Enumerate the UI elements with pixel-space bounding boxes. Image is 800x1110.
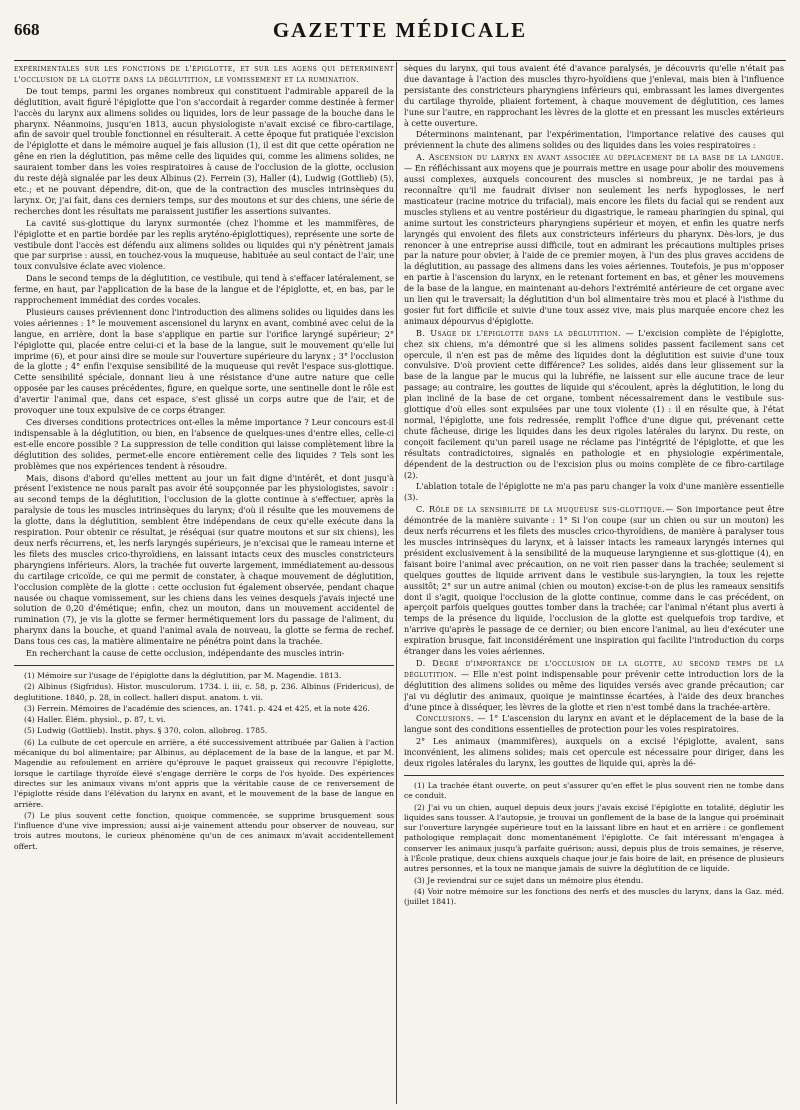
paragraph-section-b [404,328,784,481]
footnote: (6) La culbute de cet opercule en arrière, a été successivement attribuée par Galien à l'action mécanique du bol alimentaire; par Albinus, au déplacement de la base de la langue, et par M. Magendie au refoulement en arrière qu'éprouve le paquet graisseux qui recouvre l'épiglotte, lorsque le cartilage thyroïde élevé s'engage derrière le corps de l'os hyoïde. Des expériences directes sur les animaux vivans m'ont appris que la véritable cause de ce renversement de l'épiglotte réside dans l'élévation du larynx en avant, et le mouvement de la base de langue en arrière. [14,737,394,809]
article-title-continued: expérimentales sur les fonctions de l'épiglotte, et sur les agens qui déterminent l'occlusion de la glotte dans la déglutition, le vomissement et la rumination. [14,63,394,84]
conclusions-text: — 1° L'ascension du larynx en avant et le déplacement de la base de la langue sont des conditions essentielles de protection pour les voies respiratoires. [404,713,784,735]
paragraph: En recherchant la cause de cette occlusion, indépendante des muscles intrin- [26,648,345,659]
left-column [14,63,394,1103]
paragraph: Dans le second temps de la déglutition, ce vestibule, qui tend à s'effacer latéralement, se ferme, en haut, par l'application de la base de la langue et de l'épiglotte, et, en bas, par le rapprochement immédiat des cordes vocales. [14,273,394,306]
footnote: (4) Haller. Élém. physiol., p. 87, t. vi. [24,715,166,725]
paragraph: sèques du larynx, qui tous avaient été d'avance paralysés, je découvris qu'elle n'était pas due davantage à l'action des muscles thyro-hyoïdiens que j'enlevai, mais bien à l'influence persistante des constricteurs pharyngiens inférieurs qui, embrassant les lames divergentes du cartilage thyroïde, pliaient fortement, à chaque mouvement de déglutition, ces lames l'une sur l'autre, en rapprochant les lèvres de la glotte et en pressant les muscles extérieurs à cette ouverture. [404,63,784,128]
footnote-rule [14,665,394,666]
journal-title: GAZETTE MÉDICALE [272,18,528,42]
footnote-rule [404,775,784,776]
footnote: (5) Ludwig (Gottlieb). Instit. phys. § 370, colon. allobrog. 1785. [24,726,268,736]
footnote: (1) Mémoire sur l'usage de l'épiglotte dans la déglutition, par M. Magendie. 1813. [24,670,342,680]
section-text-a: — En réfléchissant aux moyens que je pourrais mettre en usage pour abolir des mouvemens aussi complexes, auxquels concourent des muscles si nombreux, je ne tardai pas à reconnaître qu'il me faudrait diviser non seulement les nerfs hypoglosses, le nerf masticateur (racine motrice du trifacial), mais encore les filets du facial qui se rendent aux muscles styliens et au ventre postérieur du digastrique, le rameau pharingien du spinal, qui anime surtout les constricteurs pharyngiens supérieur et moyen, et enfin les quatre nerfs laryngés qui envoient des filets aux constricteurs inférieurs du pharynx. Dès-lors, je dus renoncer à une entreprise aussi difficile, tout en admirant les précautions multiples prises par la nature pour obvier, à l'aide de ce premier moyen, à l'un des plus graves accidens de la déglutition, au passage des alimens dans les voies aériennes. Toutefois, je pus m'opposer en partie à l'ascension du larynx, en le retenant fortement en bas, et gêner les mouvemens de la base de la langue, en maintenant au-dehors l'extrémité antérieure de cet organe avec un lien qui le traversait; la déglutition d'un bol alimentaire très mou et placé à l'isthme du gosier fut fort difficile et suivie d'une toux assez vive, mais plus marquée encore chez les animaux dépourvus d'épiglotte. [404,163,784,326]
footnotes-right [404,781,784,908]
column-separator [396,62,397,1104]
section-heading-a: A. Ascension du larynx en avant associée au déplacement de la base de la langue. [416,152,784,163]
section-heading-b: B. Usage de l'épiglotte dans la déglutition. [416,327,621,338]
footnote: (1) La trachée étant ouverte, on peut s'assurer qu'en effet le plus souvent rien ne tombe dans ce conduit. [404,781,784,801]
paragraph-section-d [404,658,784,713]
page-header [14,18,786,44]
paragraph: De tout temps, parmi les organes nombreux qui constituent l'admirable appareil de la déglutition, avait figuré l'épiglotte que l'on s'accordait à regarder comme destinée à fermer l'accès du larynx aux alimens solides ou liquides, lors de leur passage de la bouche dans le pharynx. Néanmoins, jusqu'en 1813, aucun physiologiste n'avait excisé ce fibro-cartilage, afin de savoir quel trouble fonctionnel en résulterait. A cette époque fut pratiquée l'excision de l'épiglotte et dans le mémoire auquel je fais allusion (1), il est dit que cette opération ne gêne en rien la déglutition, pas même celle des liquides qui, comme les alimens solides, ne sauraient tomber dans les voies respiratoires à cause de l'occlusion de la glotte, occlusion du reste déjà signalée par les deux Albinus (2). Ferrein (3), Haller (4), Ludwig (Gottlieb) (5), etc.; et ne pouvant dépendre, dit-on, que de la contraction des muscles intrinsèques du larynx. Or, j'ai fait, dans ces derniers temps, sur des moutons et sur des chiens, une série de recherches dont les résultats me paraissent justifier les assertions suivantes. [14,85,394,216]
paragraph: L'ablation totale de l'épiglotte ne m'a pas paru changer la voix d'une manière essentielle (3). [404,481,784,503]
footnote: (2) Albinus (Sigfridus). Histor. musculorum. 1734. l. iii, c. 58, p. 236. Albinus (Fridericus), de deglutitione. 1840, p. 28, in collect. halleri disput. anatom. t. vii. [14,682,394,702]
header-rule [14,60,786,61]
section-text-b: — L'excision complète de l'épiglotte, chez six chiens, m'a démontré que si les alimens solides passent facilement sans cet opercule, il n'en est pas de même des liquides dont la déglutition est suivie d'une toux convulsive. D'où provient cette différence? Les solides, aidés dans leur glissement sur la base de la langue par le mucus qui la lubréfie, ne laissent sur elle aucune trace de leur passage; au contraire, les gouttes de liquide qui s'écoulent, après la déglutition, le long du plan incliné de la base de cet organe, tombent nécessairement dans le vestibule sus-glottique d'où elles sont expulsées par une toux violente (1) : il en résulte que, à l'état normal, l'épiglotte, une fois redressée, remplit l'office d'une digue qui, prévenant cette chute fâcheuse, dirige les liquides dans les deux rigoles latérales du larynx. Du reste, on conçoit facilement qu'un pareil usage ne réclame pas l'intégrité de l'épiglotte, et que les résultats contradictoires, signalés en pathologie et en physiologie expérimentale, dépendent de la destruction ou de l'excision plus ou moins complète de ce fibro-cartilage (2). [404,327,784,480]
paragraph: Ces diverses conditions protectrices ont-elles la même importance ? Leur concours est-il indispensable à la déglutition, ou bien, en l'absence de quelques-unes d'entre elles, celle-ci est-elle encore possible ? La suppression de telle condition qui laisse complètement libre la déglutition des solides, permet-elle encore entièrement celle des liquides ? Tels sont les problèmes que nos expériences tendent à résoudre. [14,417,394,471]
paragraph: Plusieurs causes préviennent donc l'introduction des alimens solides ou liquides dans les voies aériennes : 1° le mouvement ascensionel du larynx en avant, combiné avec celui de la langue, en arrière, dont la base s'applique en partie sur l'orifice laryngé supérieur; 2° l'épiglotte qui, placée entre celui-ci et la base de la langue, suit le mouvement qu'elle lui imprime (6), et pour ainsi dire se moule sur l'ouverture supérieure du larynx ; 3° l'occlusion de la glotte ; 4° enfin l'exquise sensibilité de la muqueuse qui revêt l'espace sus-glottique. Cette sensibilité spéciale, donnant lieu à une résistance d'une autre nature que celle opposée par les causes précédentes, figure, en quelque sorte, une sentinelle dont le rôle est d'avertir l'animal que, dans cet espace, s'est glissé un corps autre que de l'air, et de provoquer une toux expulsive de ce corps étranger. [14,306,394,416]
footnote: (3) Je reviendrai sur ce sujet dans un mémoire plus étendu. [414,875,644,885]
footnote: (3) Ferrein. Mémoires de l'académie des sciences, an. 1741. p. 424 et 425, et la note 426. [24,703,370,713]
paragraph-section-c [404,504,784,657]
footnote: (2) J'ai vu un chien, auquel depuis deux jours j'avais excisé l'épiglotte en totalité, déglutir les liquides sans tousser. A l'autopsie, je trouvai un gonflement de la base de la langue qui proéminait sur l'ouverture laryngée supérieure tout en la laissant libre en haut et en arrière : ce gonflement pathologique remplaçait donc momentanément l'épiglotte. Ce fait intéressant m'engagea à conserver les animaux jusqu'à parfaite guérison; aussi, depuis plus de trois semaines, je réserve, à l'École pratique, deux chiens auxquels chaque jour je fais boire de lait, en présence de plusieurs autres personnes, et la toux ne manque jamais de suivre la déglutition de ce liquide. [404,802,784,874]
paragraph: La cavité sus-glottique du larynx surmontée (chez l'homme et les mammifères, de l'épiglotte et en partie bordée par les replis aryténo-épiglottiques), représente une sorte de vestibule dont l'accès est défendu aux alimens solides ou liquides qui n'y pénètrent jamais que par surprise : aussi, en touchez-vous la muqueuse, habituée au seul contact de l'air, une toux convulsive éclate avec violence. [14,217,394,272]
paragraph-section-a [404,152,784,327]
footnote: (4) Voir notre mémoire sur les fonctions des nerfs et des muscles du larynx, dans la Gaz. méd. (juillet 1841). [404,886,784,907]
section-text-c: — Son importance peut être démontrée de la manière suivante : 1° Si l'on coupe (sur un chien ou sur un mouton) les deux nerfs récurrens et les filets des muscles crico-thyroïdiens, de manière à paralyser tous les muscles intrinsèques du larynx, et à laisser intacts les rameaux laryngés internes qui président exclusivement à la sensibilité de la muqueuse laryngienne et sus-glottique (4), en faisant boire l'animal avec précaution, on ne voit rien passer dans la trachée; seulement si quelques gouttes de liquide arrivent dans le vestibule sus-laryngien, la toux les rejette aussitôt; 2° sur un autre animal (chien ou mouton) excise-t-on de plus les rameaux sensitifs dont il s'agit, quoique l'occlusion de la glotte continue, comme dans le cas précédent, on aperçoit parfois quelques gouttes tomber dans la trachée; car l'animal n'étant plus averti à temps de la présence du liquide, l'occlusion de la glotte est quelquefois trop tardive, et n'arrive qu'après le passage de ce dernier; ou bien encore l'animal, au lieu d'exécuter une expiration brusque, fait inconsidérément une inspiration qui facilite l'introduction du corps étranger dans les voies aériennes. [404,504,784,657]
paragraph: 2° Les animaux (mammifères), auxquels on a excisé l'épiglotte, avalent, sans inconvénient, les alimens solides; mais cet opercule est nécessaire pour diriger, dans les deux rigoles latérales du larynx, les gouttes de liquide qui, après la dé- [404,736,784,769]
conclusions-heading: Conclusions. [416,713,474,724]
page-number: 668 [14,20,40,39]
footnotes-left [14,671,394,852]
paragraph-conclusions [404,713,784,735]
section-heading-c: C. Rôle de la sensibilité de la muqueuse sus-glottique. [416,504,666,515]
section-heading-d: D. Degré d'importance de l'occlusion de la glotte, au second temps de la déglutition. [404,657,784,679]
footnote: (7) Le plus souvent cette fonction, quoique commencée, se supprime brusquement sous l'influence d'une vive impression; aussi ai-je vainement attendu pour observer de nouveau, sur trois autres moutons, le curieux phénomène qu'un de ces animaux m'avait accidentellement offert. [14,810,394,851]
right-column [404,63,784,1103]
section-text-d: — Elle n'est point indispensable pour prévenir cette introduction lors de la déglutition des alimens solides ou même des liquides versés avec grande précaution; car j'ai vu déglutir des animaux, quoique je maintinsse écartées, à l'aide des deux branches d'une pince à disséquer, les lèvres de la glotte et rien n'est tombé dans la trachée-artère. [404,668,784,712]
paragraph: Mais, disons d'abord qu'elles mettent au jour un fait digne d'intérêt, et dont jusqu'à présent l'existence ne nous paraît pas avoir été soupçonnée par les physiologistes, savoir : au second temps de la déglutition, l'occlusion de la glotte continue à s'effectuer, après la paralysie de tous les muscles intrinsèques du larynx; d'où il résulte que les mouvemens de la glotte, dans la déglutition, semblent être indépendans de ceux qu'elle exécute dans la respiration. Pour obtenir ce résultat, je réséquai (sur quatre moutons et sur six chiens), les deux nerfs récurrens, et, les nerfs laryngés supérieurs, je n'excisai que le rameau interne et les filets des muscles crico-thyroïdiens, en laissant intacts ceux des muscles constricteurs pharyngiens inférieurs. Alors, la trachée fut ouverte largement, immédiatement au-dessous du cartilage cricoïde, ce qui me permit de constater, à chaque mouvement de déglutition, l'occlusion complète de la glotte : cette occlusion fut également observée, pendant chaque nausée ou chaque vomissement, sur les chiens dans les veines desquels j'avais injecté une solution de 0,20 d'émétique; enfin, chez un mouton, dans un mouvement accidentel de rumination (7), je vis la glotte se fermer hermétiquement lors du passage de l'aliment, du pharynx dans la bouche, et quand l'animal avala de nouveau, la glotte se ferma de rechef. Dans tous ces cas, la matière alimentaire ne pénétra point dans la trachée. [14,472,394,647]
paragraph: Déterminons maintenant, par l'expérimentation, l'importance relative des causes qui préviennent la chute des alimens solides ou des liquides dans les voies respiratoires : [404,129,784,151]
